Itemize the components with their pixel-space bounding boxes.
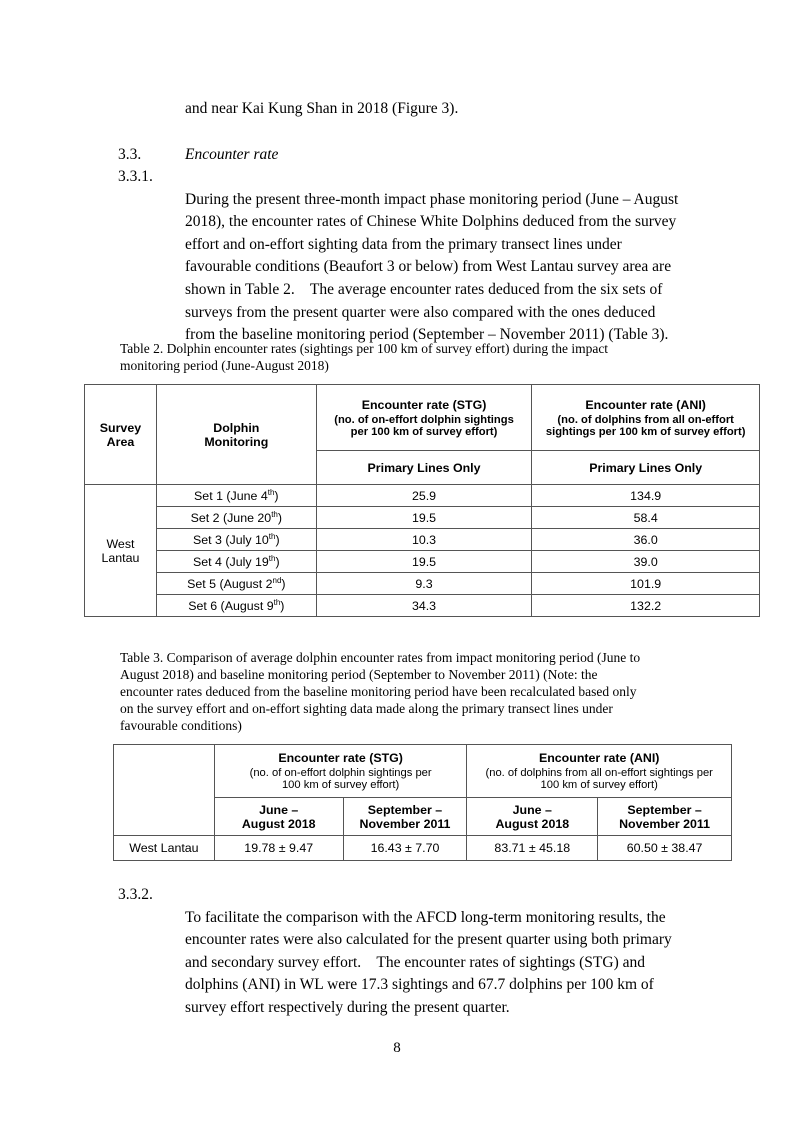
page-number: 8 xyxy=(393,1040,401,1056)
header-subtext: (no. of dolphins from all on-effort xyxy=(557,413,734,426)
set-label-sup: th xyxy=(273,597,281,607)
section-title: Encounter rate xyxy=(185,146,279,163)
set-label-sup: nd xyxy=(272,575,282,585)
table2-ani-value: 39.0 xyxy=(532,551,760,573)
table2-set-label xyxy=(156,551,316,573)
table2-caption-line: Table 2. Dolphin encounter rates (sightings per 100 km of survey effort) during the impact xyxy=(120,341,609,356)
set-label-text: Set 5 (August 2 xyxy=(187,576,273,591)
set-label-text: ) xyxy=(280,598,285,613)
period-text: June – xyxy=(259,802,299,817)
set-label-text: Set 1 (June 4 xyxy=(194,488,268,503)
table2-set-label xyxy=(156,573,316,595)
period-text: June – xyxy=(512,802,552,817)
set-label-text: ) xyxy=(275,554,280,569)
area-text: West xyxy=(106,536,135,551)
header-subtext: (no. of on-effort dolphin sightings per xyxy=(249,767,432,779)
table2-ani-value: 58.4 xyxy=(532,507,760,529)
table3-value: 83.71 ± 45.18 xyxy=(467,836,598,861)
para-332-line: and secondary survey effort. The encounter rates of sightings (STG) and xyxy=(185,953,645,971)
header-subtext: 100 km of survey effort) xyxy=(281,779,400,791)
set-label-text: ) xyxy=(275,532,280,547)
table2-primary-ani: Primary Lines Only xyxy=(532,451,760,485)
table2-ani-value: 36.0 xyxy=(532,529,760,551)
header-text: Monitoring xyxy=(204,434,269,449)
period-text: November 2011 xyxy=(619,816,711,831)
header-subtext: (no. of dolphins from all on-effort sightings per xyxy=(485,767,713,779)
table2-header-stg xyxy=(316,385,532,451)
set-label-text: Set 4 (July 19 xyxy=(193,554,269,569)
set-label-text: ) xyxy=(277,510,283,525)
header-subtext: (no. of on-effort dolphin sightings xyxy=(334,413,514,426)
table3 xyxy=(113,744,732,861)
period-text: November 2011 xyxy=(359,816,451,831)
set-label-sup: th xyxy=(268,531,276,541)
para-331-line: favourable conditions (Beaufort 3 or below) from West Lantau survey area are xyxy=(185,258,672,276)
table3-period-header xyxy=(214,798,343,836)
para-331-line: shown in Table 2. The average encounter rates deduced from the six sets of xyxy=(185,280,663,298)
table2-area-cell xyxy=(85,485,157,617)
para-331-line: 2018), the encounter rates of Chinese White Dolphins deduced from the survey xyxy=(185,213,677,231)
para-331-line: During the present three-month impact phase monitoring period (June – August xyxy=(185,190,679,208)
table2-stg-value: 34.3 xyxy=(316,595,532,617)
header-text: Area xyxy=(106,434,135,449)
header-subtext: per 100 km of survey effort) xyxy=(350,425,498,438)
header-text: Encounter rate (ANI) xyxy=(585,397,706,412)
table2-set-label xyxy=(156,507,316,529)
period-text: August 2018 xyxy=(495,816,570,831)
table3-caption xyxy=(120,649,640,734)
set-label-text: ) xyxy=(281,576,286,591)
para-332-line: encounter rates were also calculated for the present quarter using both primary xyxy=(185,931,672,949)
para-331-body xyxy=(185,166,678,369)
header-text: Survey xyxy=(99,420,142,435)
para-331-line: from the baseline monitoring period (September – November 2011) (Table 3). xyxy=(185,326,669,344)
table2-stg-value: 19.5 xyxy=(316,507,532,529)
period-text: September – xyxy=(627,802,702,817)
table2-caption-line: monitoring period (June-August 2018) xyxy=(120,358,329,373)
para-332-number: 3.3.2. xyxy=(118,886,153,903)
table2-ani-value: 101.9 xyxy=(532,573,760,595)
para-331-line: surveys from the present quarter were also compared with the ones deduced xyxy=(185,303,656,321)
table2-ani-value: 132.2 xyxy=(532,595,760,617)
table2-header-survey-area xyxy=(85,385,157,485)
table3-caption-line: August 2018) and baseline monitoring period (September to November 2011) (Note: the xyxy=(120,667,598,682)
table2-stg-value: 19.5 xyxy=(316,551,532,573)
table3-value: 60.50 ± 38.47 xyxy=(598,836,732,861)
table3-row-label: West Lantau xyxy=(114,836,215,861)
table3-header-blank xyxy=(114,745,215,836)
header-text: Dolphin xyxy=(213,420,260,435)
para-332-line: dolphins (ANI) in WL were 17.3 sightings and 67.7 dolphins per 100 km of xyxy=(185,976,654,994)
set-label-sup: th xyxy=(267,487,275,497)
table2-primary-stg: Primary Lines Only xyxy=(316,451,532,485)
set-label-text: Set 3 (July 10 xyxy=(193,532,269,547)
table3-caption-line: encounter rates deduced from the baseline monitoring period have been recalculated based only xyxy=(120,684,637,699)
set-label-text: ) xyxy=(274,488,279,503)
table3-value: 19.78 ± 9.47 xyxy=(214,836,343,861)
table3-caption-line: Table 3. Comparison of average dolphin encounter rates from impact monitoring period (June to xyxy=(120,650,641,665)
table2-header-ani xyxy=(532,385,760,451)
header-text: Encounter rate (STG) xyxy=(361,397,487,412)
table2-set-label xyxy=(156,595,316,617)
set-label-sup: th xyxy=(271,509,278,519)
table3-header-ani xyxy=(467,745,732,798)
continuation-text: and near Kai Kung Shan in 2018 (Figure 3). xyxy=(185,100,459,117)
area-text: Lantau xyxy=(101,550,140,565)
table2-stg-value: 9.3 xyxy=(316,573,532,595)
table2-caption xyxy=(120,340,608,374)
table3-period-header xyxy=(467,798,598,836)
table3-period-header xyxy=(598,798,732,836)
section-number: 3.3. xyxy=(118,146,142,163)
table2-stg-value: 25.9 xyxy=(316,485,532,507)
header-subtext: 100 km of survey effort) xyxy=(540,779,658,791)
table2-set-label xyxy=(156,485,316,507)
table2-stg-value: 10.3 xyxy=(316,529,532,551)
table3-caption-line: on the survey effort and on-effort sighting data made along the primary transect lines under xyxy=(120,701,613,716)
table2 xyxy=(84,384,760,617)
para-332-body xyxy=(185,884,672,1042)
header-text: Encounter rate (ANI) xyxy=(538,751,660,765)
set-label-sup: th xyxy=(268,553,276,563)
table3-period-header xyxy=(343,798,467,836)
header-subtext: sightings per 100 km of survey effort) xyxy=(545,425,746,438)
table3-header-stg xyxy=(214,745,467,798)
table2-ani-value: 134.9 xyxy=(532,485,760,507)
para-331-line: effort and on-effort sighting data from the primary transect lines under xyxy=(185,235,622,253)
period-text: September – xyxy=(367,802,443,817)
para-332-line: To facilitate the comparison with the AFCD long-term monitoring results, the xyxy=(185,908,666,926)
para-331-number: 3.3.1. xyxy=(118,168,153,185)
period-text: August 2018 xyxy=(241,816,316,831)
table3-value: 16.43 ± 7.70 xyxy=(343,836,467,861)
header-text: Encounter rate (STG) xyxy=(278,751,403,765)
table2-header-monitoring xyxy=(156,385,316,485)
para-332-line: survey effort respectively during the present quarter. xyxy=(185,998,510,1016)
table3-caption-line: favourable conditions) xyxy=(120,718,242,733)
set-label-text: Set 2 (June 20 xyxy=(190,510,272,525)
table2-set-label xyxy=(156,529,316,551)
set-label-text: Set 6 (August 9 xyxy=(188,598,274,613)
